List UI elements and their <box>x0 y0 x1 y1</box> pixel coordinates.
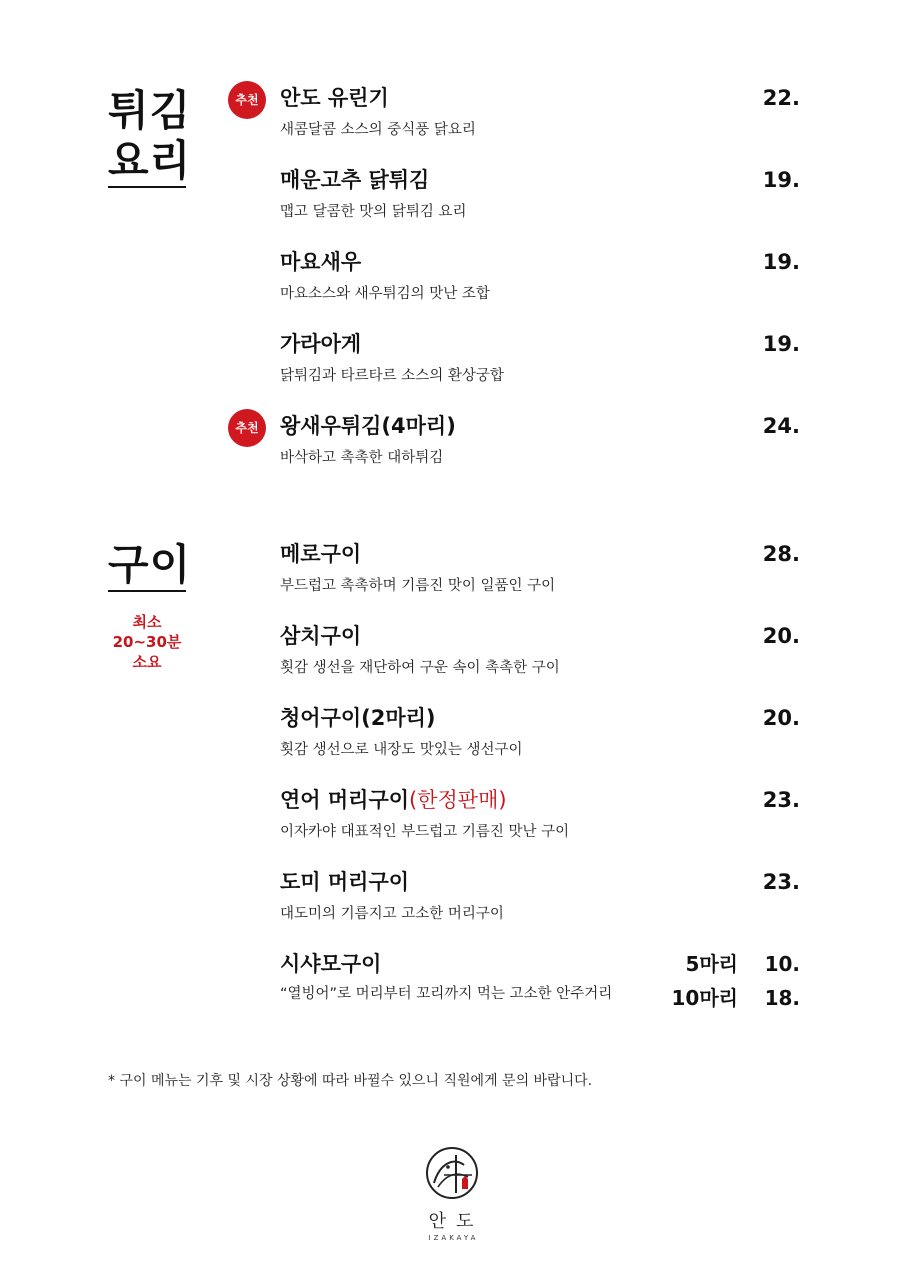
menu-item <box>235 412 800 468</box>
recommended-badge: 추천 <box>228 81 266 119</box>
menu-item-name: 매운고추 닭튀김 <box>280 168 430 192</box>
logo-name: 안도 <box>428 1211 484 1232</box>
menu-item-description: “열빙어”로 머리부터 꼬리까지 먹는 고소한 안주거리 <box>280 986 613 1002</box>
menu-item-description: 바삭하고 촉촉한 대하튀김 <box>280 450 444 466</box>
menu-item-price: 19. <box>762 168 800 192</box>
logo-emblem-icon <box>424 1145 480 1201</box>
menu-item <box>235 84 800 140</box>
menu-item-price: 20. <box>762 624 800 648</box>
menu-item-description: 닭튀김과 타르타르 소스의 환상궁합 <box>280 368 504 384</box>
menu-item-description: 횟감 생선을 재단하여 구운 속이 촉촉한 구이 <box>280 660 560 676</box>
menu-item <box>280 704 800 760</box>
menu-item-price: 19. <box>762 332 800 356</box>
section-title-grilled <box>108 540 191 590</box>
menu-item-price: 19. <box>762 250 800 274</box>
menu-item-name: 청어구이(2마리) <box>280 706 436 730</box>
section-underline <box>108 590 186 592</box>
section-title-line: 구이 <box>108 540 192 589</box>
option-qty: 5마리 <box>685 952 738 976</box>
menu-item <box>280 248 800 304</box>
menu-item <box>280 950 800 1010</box>
logo-subtitle: IZAKAYA <box>428 1234 479 1242</box>
menu-item <box>280 622 800 678</box>
option-price: 10. <box>764 952 800 976</box>
menu-item-price: 22. <box>762 86 800 110</box>
menu-item-name: 메로구이 <box>280 542 362 566</box>
menu-item-price: 24. <box>762 414 800 438</box>
footnote: * 구이 메뉴는 기후 및 시장 상황에 따라 바뀔수 있으니 직원에게 문의 바랍니다. <box>108 1073 593 1089</box>
menu-item-name: 안도 유린기 <box>280 86 389 110</box>
section-title-line: 요리 <box>108 136 192 185</box>
menu-item-description: 부드럽고 촉촉하며 기름진 맛이 일품인 구이 <box>280 578 556 594</box>
cooking-time-note <box>108 612 186 672</box>
section-title-line: 튀김 <box>108 86 192 135</box>
section-underline <box>108 186 186 188</box>
option-qty: 10마리 <box>671 986 738 1010</box>
menu-item <box>280 166 800 222</box>
menu-item-name: 삼치구이 <box>280 624 362 648</box>
menu-item-price: 28. <box>762 542 800 566</box>
menu-item-name: 가라아게 <box>280 332 362 356</box>
option-price: 18. <box>764 986 800 1010</box>
menu-item <box>280 786 800 842</box>
menu-item-name: 마요새우 <box>280 250 362 274</box>
note-line: 20~30분 <box>112 633 182 651</box>
menu-item <box>280 540 800 596</box>
menu-item <box>280 868 800 924</box>
menu-item-name: 연어 머리구이 <box>280 788 410 812</box>
menu-item-name: 왕새우튀김(4마리) <box>280 414 456 438</box>
note-line: 최소 <box>132 613 162 631</box>
limited-sale-label: (한정판매) <box>409 788 507 812</box>
recommended-badge: 추천 <box>228 409 266 447</box>
andoo-logo <box>412 1145 492 1242</box>
menu-item-description: 새콤달콤 소스의 중식풍 닭요리 <box>280 122 476 138</box>
menu-item-description: 이자카야 대표적인 부드럽고 기름진 맛난 구이 <box>280 824 570 840</box>
note-line: 소요 <box>132 653 162 671</box>
menu-item-name-row <box>280 786 800 814</box>
menu-item-price: 20. <box>762 706 800 730</box>
menu-item-description: 대도미의 기름지고 고소한 머리구이 <box>280 906 504 922</box>
menu-item-price: 23. <box>762 870 800 894</box>
menu-item-description: 마요소스와 새우튀김의 맛난 조합 <box>280 286 490 302</box>
menu-item <box>280 330 800 386</box>
menu-item-description: 맵고 달콤한 맛의 닭튀김 요리 <box>280 204 467 220</box>
menu-item-name: 도미 머리구이 <box>280 870 410 894</box>
menu-item-name: 시샤모구이 <box>280 952 382 976</box>
section-title-fried <box>108 86 191 186</box>
menu-item-price: 23. <box>762 788 800 812</box>
menu-item-description: 횟감 생선으로 내장도 맛있는 생선구이 <box>280 742 523 758</box>
